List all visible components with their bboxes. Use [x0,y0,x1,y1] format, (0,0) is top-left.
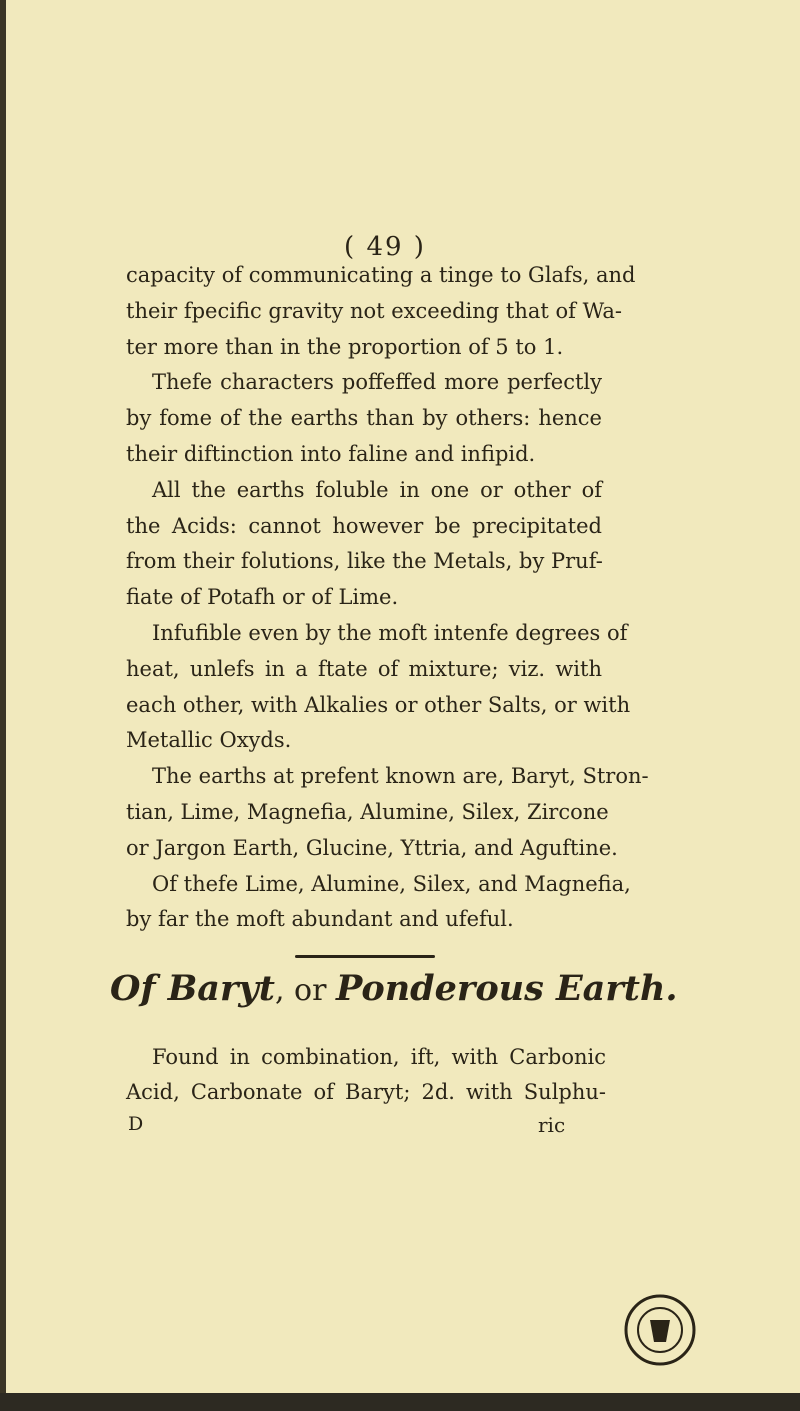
section-line-2: Acid, Carbonate of Baryt; 2d. with Sulphu- [126,1080,606,1104]
text-line-15: The earths at prefent known are, Baryt, Stron- [152,764,649,789]
heading-italic-end: Ponderous Earth. [335,968,678,1009]
text-line-6: their diftinction into faline and infipid. [126,441,536,466]
page-number: ( 49 ) [344,232,426,262]
text-line-7: All the earths foluble in one or other of [152,477,602,502]
section-text [126,1040,606,1110]
text-line-9: from their folutions, like the Metals, by Pruf- [126,549,603,574]
catchword: ric [538,1113,566,1137]
text-line-3: ter more than in the proportion of 5 to 1. [126,334,564,359]
text-line-17: or Jargon Earth, Glucine, Yttria, and Aguftine. [126,835,618,860]
text-line-10: fiate of Potafh or of Lime. [126,585,399,610]
library-stamp-icon [620,1290,700,1370]
heading-or: or [284,973,336,1008]
text-line-12: heat, unlefs in a ftate of mixture; viz. with [126,656,602,681]
text-line-5: by fome of the earths than by others: hence [126,406,602,431]
text-line-14: Metallic Oxyds. [126,728,292,753]
text-line-18: Of thefe Lime, Alumine, Silex, and Magnefia, [152,871,631,896]
text-line-13: each other, with Alkalies or other Salts, or with [126,692,631,717]
text-line-19: by far the moft abundant and ufeful. [126,907,514,932]
text-line-4: Thefe characters poffeffed more perfectly [152,370,602,395]
body-text [126,258,649,938]
heading-comma: , [274,973,285,1008]
signature-mark: D [128,1113,144,1135]
text-line-1: capacity of communicating a tinge to Glafs, and [126,263,636,287]
text-line-8: the Acids: cannot however be precipitated [126,513,602,538]
page-gutter-edge [0,0,6,1411]
text-line-2: their fpecific gravity not exceeding that of Wa- [126,298,622,323]
section-heading [110,968,678,1009]
text-line-11: Infufible even by the moft intenfe degrees of [152,620,628,645]
page-bottom-edge [0,1393,800,1411]
section-line-1: Found in combination, ift, with Carbonic [152,1045,606,1069]
section-divider [295,955,435,958]
text-line-16: tian, Lime, Magnefia, Alumine, Silex, Zircone [126,799,609,824]
heading-italic-part: Of Baryt [110,968,275,1009]
